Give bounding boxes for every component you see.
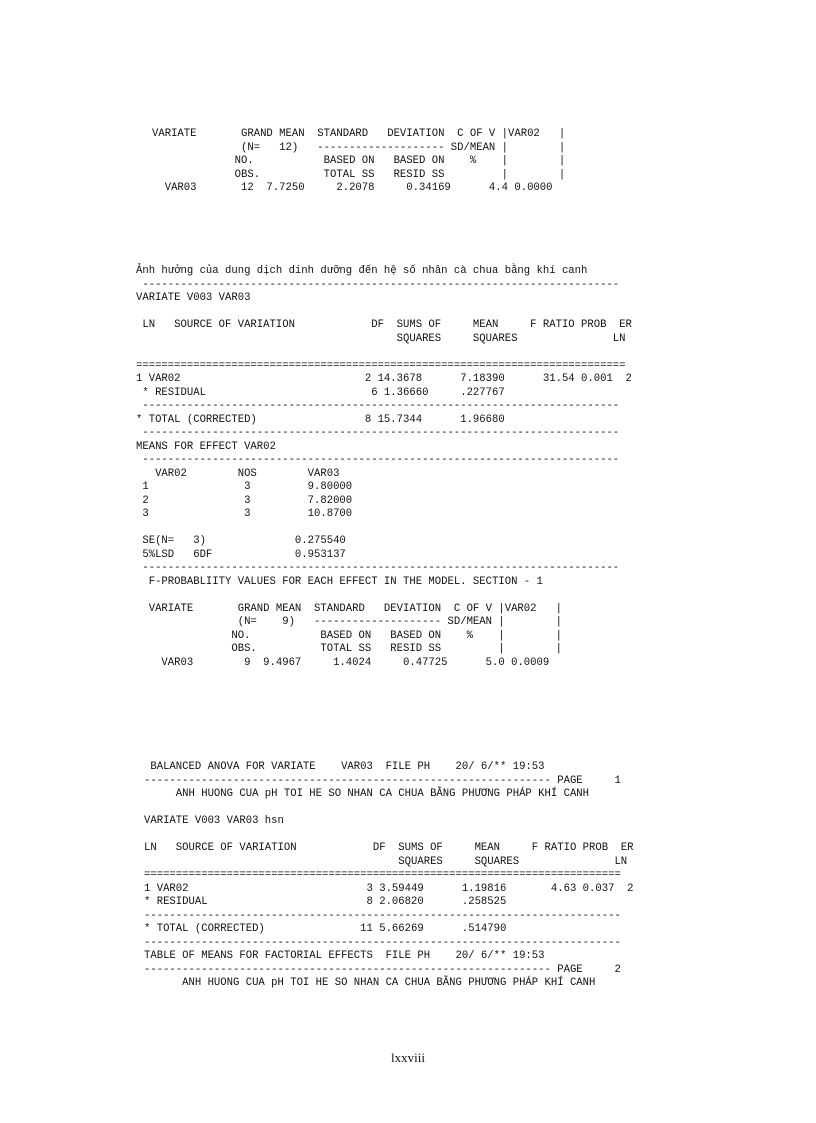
anova-block-nutrient-line: SQUARES SQUARES LN [136, 332, 626, 345]
page-number: lxxviii [391, 1050, 425, 1065]
anova-block-ph-line: ANH HUONG CUA pH TOI HE SO NHAN CA CHUA BẰNG PHƯƠNG PHÁP KHÍ CANH [144, 977, 596, 989]
anova-block-ph-line: --------------------------------------------------------------------------- [144, 909, 621, 922]
anova-block-nutrient-line: MEANS FOR EFFECT VAR02 [136, 440, 276, 453]
anova-block-ph-line: ---------------------------------------------------------------- PAGE 1 [144, 774, 621, 787]
anova-block-ph-line: LN SOURCE OF VARIATION DF SUMS OF MEAN F RATIO PROB ER [144, 842, 634, 854]
cv-summary-block-1-line: VAR03 12 7.7250 2.2078 0.34169 4.4 0.0000 [152, 182, 553, 194]
anova-block-ph-line: SQUARES SQUARES LN [144, 855, 628, 868]
anova-block-nutrient-line: Ảnh hưởng của dung dịch dinh dưỡng đến hệ số nhân cà chua bằng khí canh [136, 265, 588, 277]
anova-block-ph-line: --------------------------------------------------------------------------- [144, 936, 621, 949]
cv-summary-block-1-line: NO. BASED ON BASED ON % | | [152, 155, 566, 167]
anova-block-nutrient-line: (N= 9) -------------------- SD/MEAN | | [136, 616, 562, 628]
anova-block-nutrient-line: LN SOURCE OF VARIATION DF SUMS OF MEAN F RATIO PROB ER [136, 319, 632, 331]
cv-summary-block-1-line: (N= 12) -------------------- SD/MEAN | | [152, 141, 566, 154]
anova-block-ph-line: * RESIDUAL 8 2.06820 .258525 [144, 896, 507, 908]
anova-block-nutrient-line: * RESIDUAL 6 1.36660 .227767 [136, 386, 505, 399]
anova-block-nutrient-line: 1 VAR02 2 14.3678 7.18390 31.54 0.001 2 [136, 373, 632, 385]
anova-block-ph-line: * TOTAL (CORRECTED) 11 5.66269 .514790 [144, 923, 507, 935]
anova-block-ph-line: TABLE OF MEANS FOR FACTORIAL EFFECTS FILE PH 20/ 6/** 19:53 [144, 950, 545, 962]
anova-block-ph-line: ---------------------------------------------------------------- PAGE 2 [144, 963, 621, 976]
anova-block-nutrient-line: OBS. TOTAL SS RESID SS | | [136, 643, 562, 655]
anova-block-nutrient-line: 3 3 10.8700 [136, 508, 353, 520]
anova-block-ph-line: VARIATE V003 VAR03 hsn [144, 815, 284, 827]
anova-block-nutrient-line: --------------------------------------------------------------------------- [136, 427, 620, 439]
anova-block-nutrient-line: F-PROBABLIITY VALUES FOR EACH EFFECT IN THE MODEL. SECTION - 1 [136, 575, 543, 588]
anova-block-nutrient-line: * TOTAL (CORRECTED) 8 15.7344 1.96680 [136, 413, 505, 426]
anova-block-nutrient-line: NO. BASED ON BASED ON % | | [136, 629, 562, 642]
anova-block-nutrient-line: VAR02 NOS VAR03 [136, 467, 340, 480]
anova-block-nutrient-line: 5%LSD 6DF 0.953137 [136, 548, 346, 561]
anova-block-ph-line: ANH HUONG CUA pH TOI HE SO NHAN CA CHUA BẰNG PHƯƠNG PHÁP KHÍ CANH [144, 788, 590, 800]
anova-block-nutrient-line: --------------------------------------------------------------------------- [136, 454, 620, 466]
anova-block-nutrient-line: 2 3 7.82000 [136, 494, 353, 507]
anova-block-nutrient-line: 1 3 9.80000 [136, 481, 353, 493]
anova-block-nutrient-line: --------------------------------------------------------------------------- [136, 400, 620, 412]
anova-block-nutrient-line: ============================================================================= [136, 359, 626, 372]
anova-block-nutrient-line: --------------------------------------------------------------------------- [136, 562, 620, 574]
anova-block-nutrient-line: VARIATE GRAND MEAN STANDARD DEVIATION C OF V |VAR02 | [136, 602, 562, 615]
cv-summary-block-1-line: VARIATE GRAND MEAN STANDARD DEVIATION C OF V |VAR02 | [152, 128, 566, 140]
anova-block-ph-line: 1 VAR02 3 3.59449 1.19816 4.63 0.037 2 [144, 882, 634, 895]
cv-summary-block-1-line: OBS. TOTAL SS RESID SS | | [152, 168, 566, 181]
anova-block-ph-line: =========================================================================== [144, 869, 621, 881]
anova-block-nutrient-line: VARIATE V003 VAR03 [136, 292, 251, 304]
anova-block-nutrient-line: --------------------------------------------------------------------------- [136, 278, 620, 291]
anova-block-nutrient-line: VAR03 9 9.4967 1.4024 0.47725 5.0 0.0009 [136, 656, 550, 669]
anova-block-nutrient-line: SE(N= 3) 0.275540 [136, 535, 346, 547]
anova-block-ph-line: BALANCED ANOVA FOR VARIATE VAR03 FILE PH 20/ 6/** 19:53 [144, 761, 545, 773]
